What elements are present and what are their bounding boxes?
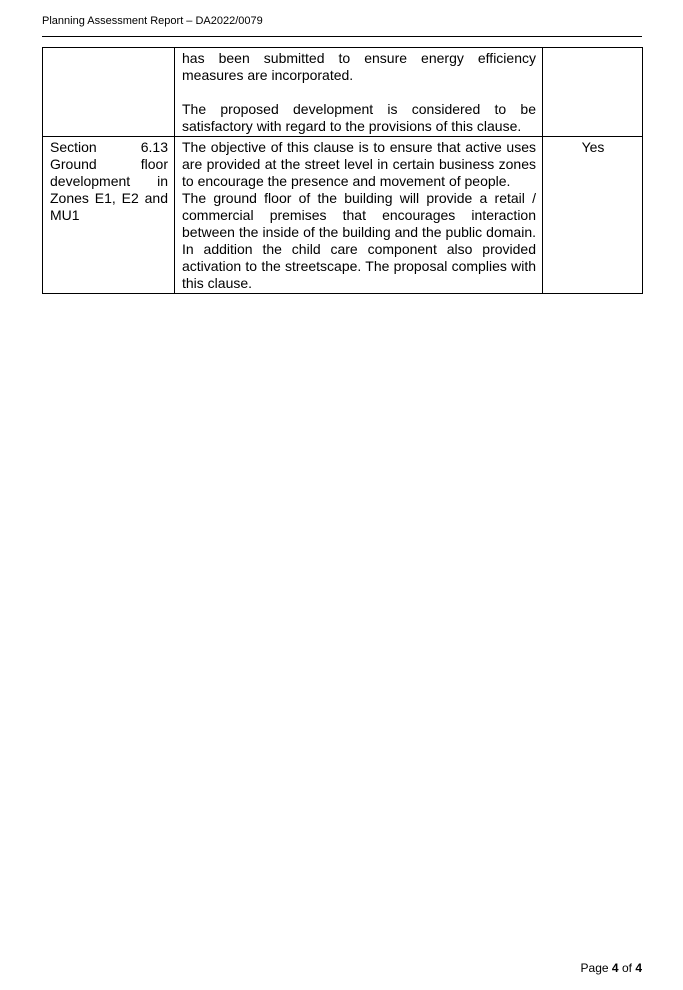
page-number bbox=[581, 960, 642, 976]
comment-paragraph: The proposed development is considered to be satisfactory with regard to the provisions of this clause. bbox=[182, 101, 536, 134]
clause-text: Section 6.13 Ground floor development in Zones E1, E2 and MU1 bbox=[50, 139, 168, 223]
paragraph-spacer bbox=[182, 84, 536, 101]
compliance-cell bbox=[543, 137, 643, 294]
page-label: Page bbox=[580, 961, 609, 975]
clause-cell bbox=[43, 48, 175, 137]
page-header bbox=[42, 13, 641, 29]
assessment-table bbox=[42, 47, 643, 294]
table-row bbox=[43, 48, 643, 137]
header-divider bbox=[42, 36, 642, 37]
comment-paragraph: The ground floor of the building will provide a retail / commercial premises that encourages interaction between the inside of the building and the public domain. In addition the child care component also provided activation to the streetscape. The proposal complies with this clause. bbox=[182, 190, 536, 291]
comment-paragraph: The objective of this clause is to ensure that active uses are provided at the street level in certain business zones to encourage the presence and movement of people. bbox=[182, 139, 536, 189]
report-title: Planning Assessment Report – DA2022/0079 bbox=[42, 15, 263, 27]
clause-cell bbox=[43, 137, 175, 294]
comment-cell bbox=[175, 48, 543, 137]
page-current: 4 bbox=[611, 961, 619, 975]
page-total: 4 bbox=[635, 961, 642, 975]
compliance-value: Yes bbox=[581, 139, 605, 155]
page-of-label: of bbox=[621, 961, 632, 975]
compliance-cell bbox=[543, 48, 643, 137]
comment-paragraph: has been submitted to ensure energy efficiency measures are incorporated. bbox=[182, 50, 536, 83]
comment-cell bbox=[175, 137, 543, 294]
table-row bbox=[43, 137, 643, 294]
